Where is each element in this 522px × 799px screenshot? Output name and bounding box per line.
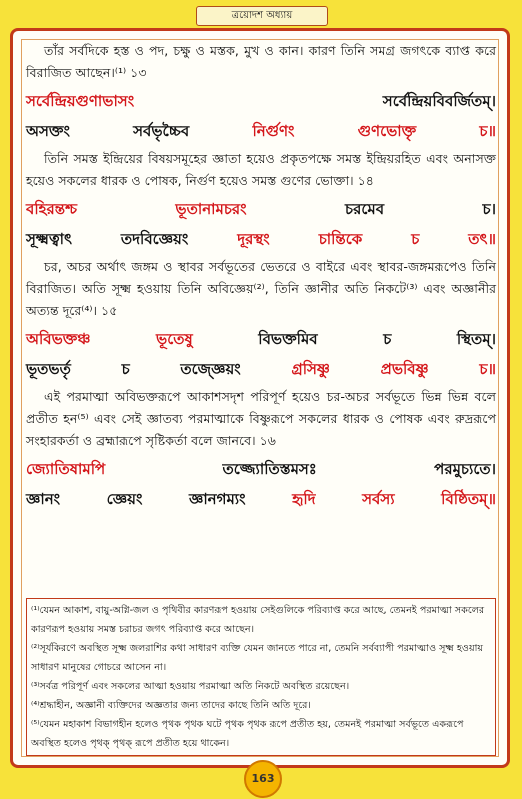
verse-word: তদবিজ্ঞেয়ং	[120, 230, 189, 248]
verse-word: চ	[121, 360, 130, 378]
verse-word: সর্বস্য	[362, 490, 395, 508]
verse-word: গুণভোক্তৃ	[357, 122, 417, 140]
verse-word: জ্ঞেয়ং	[106, 490, 143, 508]
verse-word: ভূতেষু	[156, 330, 193, 348]
verse-16	[26, 324, 496, 384]
footnote-5: ⁽⁵⁾যেমন মহাকাশ বিভাগহীন হলেও পৃথক পৃথক ঘটে পৃথক পৃথক রূপে প্রতীত হয়, তেমনই পরমাত্মা সর্বভূতে একরূপে অবস্থিত হলেও পৃথক্ পৃথক্ রূপে প্রতীত হয়ে থাকেন।	[31, 719, 464, 749]
verse-14	[26, 86, 496, 146]
verse-word: চান্তিকে	[318, 230, 363, 248]
verse-line	[26, 354, 496, 384]
verse-word: তজ্জ্ঞেয়ং	[180, 360, 241, 378]
verse-line	[26, 224, 496, 254]
verse-word: চ॥	[479, 122, 496, 140]
main-content	[26, 40, 496, 516]
verse-word: জ্ঞানং	[26, 490, 61, 508]
verse-word: অসক্তং	[26, 122, 70, 140]
verse-line	[26, 454, 496, 484]
verse-17	[26, 454, 496, 514]
verse-word: সর্বেন্দ্রিয়গুণাভাসং	[26, 92, 135, 110]
verse-word: জ্যোতিষামপি	[26, 460, 106, 478]
verse-word: ভূতানামচরং	[175, 200, 247, 218]
footnote-2: ⁽²⁾সূর্যকিরণে অবস্থিত সূক্ষ্ম জলরাশির কথা সাধারণ ব্যক্তি যেমন জানতে পারে না, তেমনি সর্বব্যাপী পরমাত্মাও সূক্ষ্ম হওয়ায় সাধারণ মানুষের গোচরে আসেন না।	[31, 643, 484, 673]
verse-word: ভূতভর্তৃ	[26, 360, 71, 378]
verse-word: বিভক্তমিব	[258, 330, 318, 348]
footnote-1: ⁽¹⁾যেমন আকাশ, বায়ু-অগ্নি-জল ও পৃথিবীর কারণরূপ হওয়ায় সেইগুলিকে পরিব্যাপ্ত করে আছে, তেমনই পরমাত্মা সকলের কারণরূপ হওয়ায় সমস্ত চরাচর জগৎ পরিব্যাপ্ত করে আছেন।	[31, 605, 485, 635]
footnote-3: ⁽³⁾সর্বত্র পরিপূর্ণ এবং সকলের আত্মা হওয়ায় পরমাত্মা অতি নিকটে অবস্থিত রয়েছেন।	[31, 681, 350, 692]
verse-word: প্রভবিষ্ণু	[380, 360, 429, 378]
paragraph-15: চর, অচর অর্থাৎ জঙ্গম ও স্থাবর সর্বভূতের ভেতরে ও বাইরে এবং স্থাবর-জঙ্গমরূপেও তিনি বিরাজিত। অতি সূক্ষ্ম হওয়ায় তিনি অবিজ্ঞেয়⁽²⁾, তিনি জ্ঞানীর অতি নিকটে⁽³⁾ এবং অজ্ঞানীর অত্যন্ত দূরে⁽⁴⁾। ১৫	[26, 259, 496, 318]
verse-word: তজ্জ্যোতিস্তমসঃ	[222, 460, 317, 478]
verse-word: স্থিতম্।	[456, 330, 496, 348]
footnotes-box	[26, 598, 496, 756]
verse-word: দূরস্থং	[237, 230, 270, 248]
verse-line	[26, 324, 496, 354]
verse-word: তৎ॥	[468, 230, 496, 248]
verse-word: নির্গুণং	[252, 122, 295, 140]
verse-word: চরমেব	[345, 200, 385, 218]
verse-word: পরমুচ্যতে।	[434, 460, 496, 478]
verse-word: চ	[411, 230, 420, 248]
verse-line	[26, 116, 496, 146]
page-number: 163	[244, 760, 282, 798]
verse-word: বহিরন্তশ্চ	[26, 200, 78, 218]
verse-line	[26, 86, 496, 116]
footnote-4: ⁽⁴⁾শ্রদ্ধাহীন, অজ্ঞানী ব্যক্তিদের অজ্ঞতার জন্য তাদের কাছে তিনি অতি দূরে।	[31, 700, 311, 711]
paragraph-14: তিনি সমস্ত ইন্দ্রিয়ের বিষয়সমূহের জ্ঞাতা হয়েও প্রকৃতপক্ষে সমস্ত ইন্দ্রিয়রহিত এবং অনাসক্ত হয়েও সকলের ধারক ও পোষক, নির্গুণ হয়েও সমস্ত গুণের ভোক্তা। ১৪	[26, 151, 496, 188]
verse-word: চ॥	[479, 360, 496, 378]
paragraph-16: এই পরমাত্মা অবিভক্তরূপে আকাশসদৃশ পরিপূর্ণ হয়েও চর-অচর সর্বভূতে ভিন্ন ভিন্ন বলে প্রতীত হন⁽⁵⁾ এবং সেই জ্ঞাতব্য পরমাত্মাকে বিষ্ণুরূপে সকলের ধারক ও পোষক এবং রুদ্ররূপে সংহারকর্তা ও ব্রহ্মারূপে সৃষ্টিকর্তা বলে জানবে। ১৬	[26, 389, 496, 448]
verse-word: গ্রসিষ্ণু	[291, 360, 330, 378]
verse-word: চ।	[482, 200, 496, 218]
verse-word: সর্বভৃচ্চৈব	[133, 122, 190, 140]
verse-word: সর্বেন্দ্রিয়বিবর্জিতম্।	[382, 92, 496, 110]
verse-line	[26, 194, 496, 224]
verse-15	[26, 194, 496, 254]
verse-word: সূক্ষ্মত্বাৎ	[26, 230, 72, 248]
verse-word: হৃদি	[292, 490, 316, 508]
verse-line	[26, 484, 496, 514]
verse-word: বিষ্ঠিতম্॥	[441, 490, 496, 508]
verse-word: চ	[383, 330, 392, 348]
chapter-title: ত্রয়োদশ অধ্যায়	[196, 6, 328, 26]
verse-word: অবিভক্তঞ্চ	[26, 330, 91, 348]
paragraph-13: তাঁর সর্বদিকে হস্ত ও পদ, চক্ষু ও মস্তক, মুখ ও কান। কারণ তিনি সমগ্র জগৎকে ব্যাপ্ত করে বিরাজিত আছেন।⁽¹⁾ ১৩	[26, 43, 496, 80]
verse-word: জ্ঞানগম্যং	[188, 490, 246, 508]
